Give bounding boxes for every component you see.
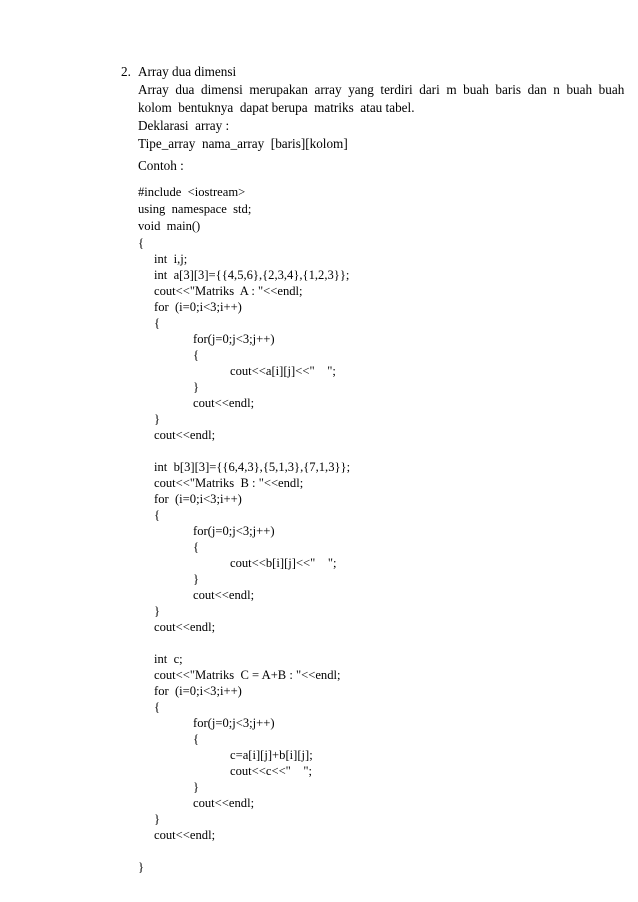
code-line: } — [138, 860, 145, 874]
code-line: cout<<endl; — [154, 828, 216, 842]
code-line: } — [154, 604, 161, 618]
code-line: cout<<b[i][j]<<" "; — [230, 556, 337, 570]
code-line: cout<<a[i][j]<<" "; — [230, 364, 336, 378]
code-line: void main() — [138, 219, 201, 233]
code-line: { — [193, 732, 200, 746]
code-line: cout<<endl; — [154, 620, 216, 634]
code-line: c=a[i][j]+b[i][j]; — [230, 748, 313, 762]
code-line: { — [154, 316, 161, 330]
code-line: cout<<c<<" "; — [230, 764, 313, 778]
code-line: for(j=0;j<3;j++) — [193, 524, 275, 538]
code-line: { — [193, 540, 200, 554]
example-label: Contoh : — [138, 158, 184, 173]
code-line: } — [154, 412, 161, 426]
section-title: Array dua dimensi — [138, 64, 237, 79]
code-line: cout<<endl; — [193, 796, 255, 810]
code-line: { — [154, 508, 161, 522]
code-line: { — [154, 700, 161, 714]
code-line: int b[3][3]={{6,4,3},{5,1,3},{7,1,3}}; — [154, 460, 351, 474]
code-line: cout<<endl; — [193, 396, 255, 410]
code-line: #include <iostream> — [138, 185, 246, 199]
declaration-label: Deklarasi array : — [138, 118, 230, 133]
section-number: 2. — [121, 64, 131, 79]
code-line: { — [193, 348, 200, 362]
code-line: int i,j; — [154, 252, 188, 266]
code-line: } — [154, 812, 161, 826]
code-line: cout<<"Matriks C = A+B : "<<endl; — [154, 668, 341, 682]
code-line: cout<<endl; — [154, 428, 216, 442]
code-line: cout<<"Matriks A : "<<endl; — [154, 284, 303, 298]
description-line-1: Array dua dimensi merupakan array yang terdiri dari m buah baris dan n buah buah — [138, 82, 625, 97]
code-line: { — [138, 236, 145, 250]
code-line: } — [193, 572, 200, 586]
description-line-2: kolom bentuknya dapat berupa matriks atau tabel. — [138, 100, 415, 115]
code-line: } — [193, 780, 200, 794]
code-line: using namespace std; — [138, 202, 252, 216]
code-line: } — [193, 380, 200, 394]
code-line: int c; — [154, 652, 183, 666]
declaration-syntax: Tipe_array nama_array [baris][kolom] — [138, 136, 348, 151]
code-line: cout<<"Matriks B : "<<endl; — [154, 476, 304, 490]
code-line: for(j=0;j<3;j++) — [193, 716, 275, 730]
code-line: cout<<endl; — [193, 588, 255, 602]
code-line: for(j=0;j<3;j++) — [193, 332, 275, 346]
code-line: for (i=0;i<3;i++) — [154, 300, 242, 314]
code-line: for (i=0;i<3;i++) — [154, 684, 242, 698]
code-line: int a[3][3]={{4,5,6},{2,3,4},{1,2,3}}; — [154, 268, 350, 282]
code-line: for (i=0;i<3;i++) — [154, 492, 242, 506]
